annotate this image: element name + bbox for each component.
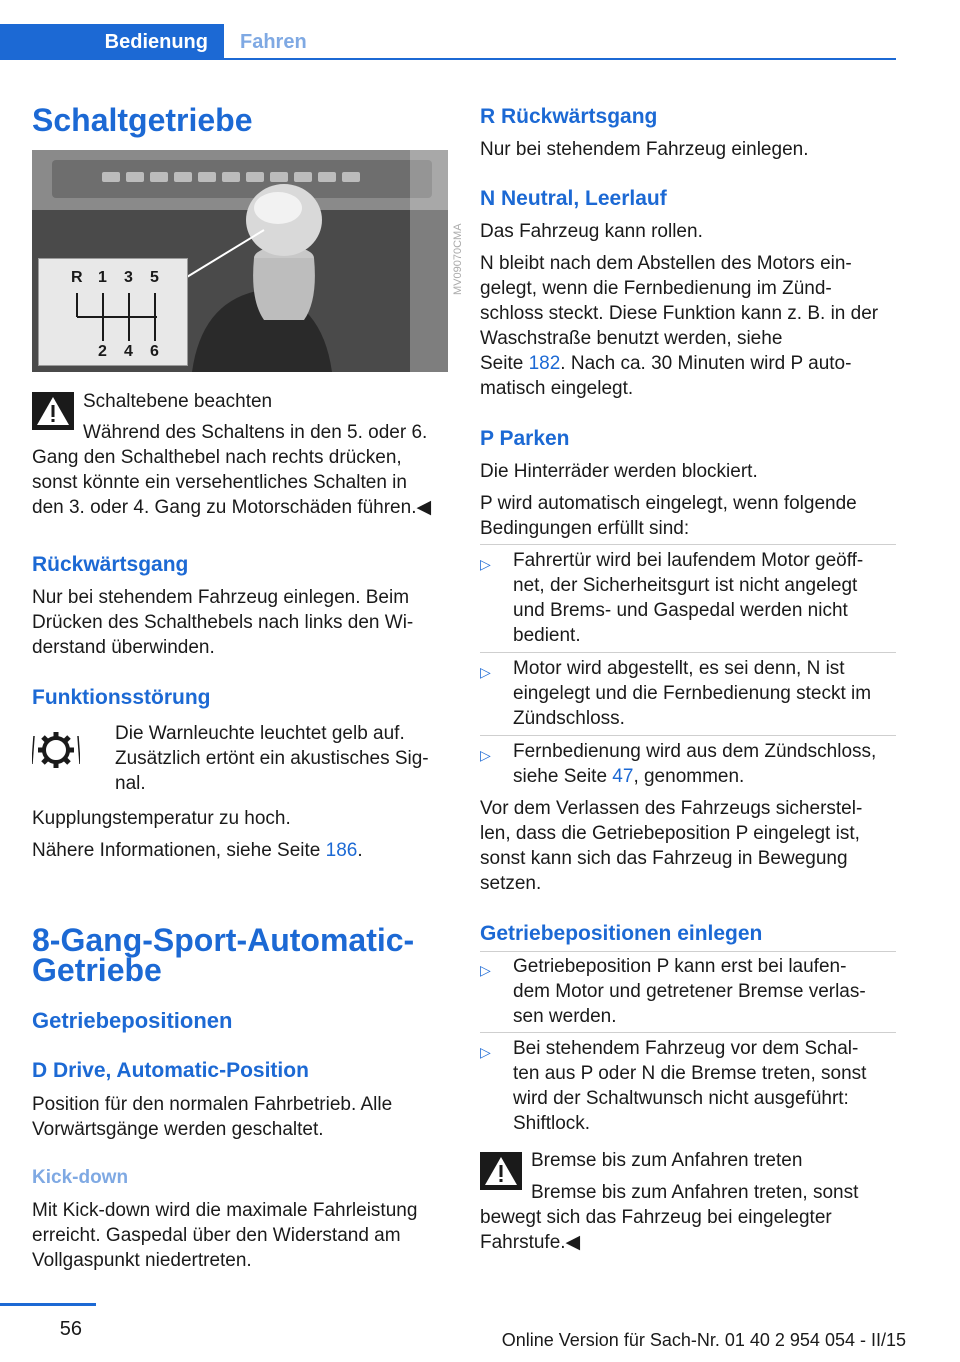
shift-label-5: 5 bbox=[150, 269, 159, 286]
paragraph-line: Bedingungen erfüllt sind: bbox=[480, 518, 690, 539]
shift-label-6: 6 bbox=[150, 343, 159, 360]
shift-label-r: R bbox=[71, 269, 83, 286]
paragraph-line: nal. bbox=[115, 773, 146, 794]
heading-p-parken: P Parken bbox=[480, 427, 570, 450]
warning-text-line: den 3. oder 4. Gang zu Motorschäden führen.◀ bbox=[32, 497, 432, 518]
paragraph-line: Drücken des Schalthebels nach links den Wi‐ bbox=[32, 612, 414, 633]
paragraph-line: Zusätzlich ertönt ein akustisches Sig‐ bbox=[115, 748, 429, 769]
warning-text-line: Während des Schaltens in den 5. oder 6. bbox=[83, 422, 428, 443]
heading-r-rueckwaertsgang: R Rückwärtsgang bbox=[480, 105, 658, 128]
paragraph-line: Seite 182. Nach ca. 30 Minuten wird P auto‐ bbox=[480, 353, 852, 374]
warning-text-line: Bremse bis zum Anfahren treten, sonst bbox=[531, 1182, 859, 1203]
warning-text-line: bewegt sich das Fahrzeug bei eingelegter bbox=[480, 1207, 832, 1228]
shift-label-4: 4 bbox=[124, 343, 133, 360]
warning-title: Bremse bis zum Anfahren treten bbox=[531, 1150, 803, 1171]
list-item: ▷ Motor wird abgestellt, es sei denn, N ist eingelegt und die Fernbedienung steckt im Zündschloss. bbox=[480, 658, 872, 729]
paragraph-line: Nur bei stehendem Fahrzeug einlegen. bbox=[480, 139, 809, 160]
tab-bedienung[interactable]: Bedienung bbox=[0, 24, 224, 60]
section-title-automatic-cont: Getriebe bbox=[32, 952, 162, 988]
paragraph-line: setzen. bbox=[480, 873, 542, 894]
warning-text-line: sonst könnte ein versehentliches Schalten in bbox=[32, 472, 407, 493]
list-item: ▷ Fernbedienung wird aus dem Zündschloss, siehe Seite 47, genommen. bbox=[480, 741, 877, 787]
shift-label-3: 3 bbox=[124, 269, 133, 286]
paragraph-line: Mit Kick-down wird die maximale Fahrleistung bbox=[32, 1200, 418, 1221]
paragraph-line: Waschstraße benutzt werden, siehe bbox=[480, 328, 783, 349]
figure-code: MV09070CMA bbox=[452, 223, 464, 295]
paragraph-line: Position für den normalen Fahrbetrieb. Alle bbox=[32, 1094, 393, 1115]
paragraph-line: P wird automatisch eingelegt, wenn folgende bbox=[480, 493, 857, 514]
heading-rueckwaertsgang: Rückwärtsgang bbox=[32, 553, 189, 576]
triangle-bullet-icon: ▷ bbox=[480, 962, 491, 978]
shift-pattern-diagram bbox=[39, 259, 189, 367]
warning-title: Schaltebene beachten bbox=[83, 391, 273, 412]
footer-accent-bar bbox=[0, 1303, 96, 1306]
shift-label-1: 1 bbox=[98, 269, 107, 286]
list-item: ▷ Bei stehendem Fahrzeug vor dem Schal‐ ten aus P oder N die Bremse treten, sonst wird der Schaltwunsch nicht ausgeführt: Shiftlock. bbox=[480, 1038, 867, 1134]
list-item: ▷ Getriebeposition P kann erst bei laufen‐ dem Motor und getretener Bremse verlas‐ sen werden. bbox=[480, 956, 866, 1027]
list-divider bbox=[480, 951, 896, 952]
warning-text-line: Fahrstufe.◀ bbox=[480, 1232, 581, 1253]
page-link-186[interactable]: 186 bbox=[325, 840, 358, 861]
page-link-47[interactable]: 47 bbox=[612, 766, 634, 787]
shift-pattern-panel bbox=[38, 258, 188, 366]
heading-getriebepositionen-einlegen: Getriebepositionen einlegen bbox=[480, 922, 763, 945]
triangle-bullet-icon: ▷ bbox=[480, 1044, 491, 1060]
footer-version-text: Online Version für Sach-Nr. 01 40 2 954 054 - II/15 bbox=[501, 1330, 906, 1350]
warning-triangle-icon bbox=[32, 392, 74, 430]
tab-underline bbox=[224, 58, 896, 60]
warning-triangle-icon bbox=[480, 1152, 522, 1190]
paragraph-line: Vor dem Verlassen des Fahrzeugs sicherstel‐ bbox=[480, 798, 863, 819]
list-divider bbox=[480, 1032, 896, 1033]
gear-shift-figure bbox=[32, 150, 448, 372]
triangle-bullet-icon: ▷ bbox=[480, 556, 491, 572]
tab-fahren[interactable]: Fahren bbox=[240, 30, 307, 53]
triangle-bullet-icon: ▷ bbox=[480, 664, 491, 680]
paragraph-line: erreicht. Gaspedal über den Widerstand am bbox=[32, 1225, 401, 1246]
paragraph-line: len, dass die Getriebeposition P eingelegt ist, bbox=[480, 823, 860, 844]
triangle-bullet-icon: ▷ bbox=[480, 747, 491, 763]
paragraph-line: Die Hinterräder werden blockiert. bbox=[480, 461, 758, 482]
warning-text-line: Gang den Schalthebel nach rechts drücken, bbox=[32, 447, 402, 468]
page-number: 56 bbox=[59, 1318, 82, 1340]
paragraph-line: Nur bei stehendem Fahrzeug einlegen. Beim bbox=[32, 587, 410, 608]
list-item: ▷ Fahrertür wird bei laufendem Motor geöff‐ net, der Sicherheitsgurt ist nicht angelegt und Brems- und Gaspedal werden nicht bedient. bbox=[480, 550, 864, 646]
heading-kick-down: Kick-down bbox=[32, 1167, 129, 1188]
paragraph-line: Vorwärtsgänge werden geschaltet. bbox=[32, 1119, 324, 1140]
paragraph-line: N bleibt nach dem Abstellen des Motors ein‐ bbox=[480, 253, 852, 274]
transmission-warning-gear-icon bbox=[32, 724, 80, 776]
heading-n-neutral: N Neutral, Leerlauf bbox=[480, 187, 667, 210]
list-divider bbox=[480, 735, 896, 736]
page-link-182[interactable]: 182 bbox=[528, 353, 561, 374]
section-title-automatic: 8-Gang-Sport-Automatic- bbox=[32, 922, 415, 958]
paragraph-line: sonst kann sich das Fahrzeug in Bewegung bbox=[480, 848, 848, 869]
paragraph-line: Die Warnleuchte leuchtet gelb auf. bbox=[115, 723, 405, 744]
list-divider bbox=[480, 544, 896, 545]
paragraph-line: gelegt, wenn die Fernbedienung im Zünd‐ bbox=[480, 278, 832, 299]
paragraph-line: schloss steckt. Diese Funktion kann z. B. in der bbox=[480, 303, 879, 324]
paragraph-line: Vollgaspunkt niedertreten. bbox=[32, 1250, 252, 1271]
section-title-schaltgetriebe: Schaltgetriebe bbox=[32, 102, 253, 138]
paragraph-line: Das Fahrzeug kann rollen. bbox=[480, 221, 703, 242]
paragraph-line: derstand überwinden. bbox=[32, 637, 215, 658]
heading-d-drive: D Drive, Automatic-Position bbox=[32, 1059, 309, 1082]
paragraph-line: Nähere Informationen, siehe Seite 186. bbox=[32, 840, 363, 861]
paragraph-line: Kupplungstemperatur zu hoch. bbox=[32, 808, 291, 829]
list-divider bbox=[480, 652, 896, 653]
chapter-tabs bbox=[0, 24, 896, 62]
paragraph-line: matisch eingelegt. bbox=[480, 378, 634, 399]
heading-funktionsstoerung: Funktionsstörung bbox=[32, 686, 211, 709]
shift-label-2: 2 bbox=[98, 343, 107, 360]
heading-getriebepositionen: Getriebepositionen bbox=[32, 1008, 233, 1033]
